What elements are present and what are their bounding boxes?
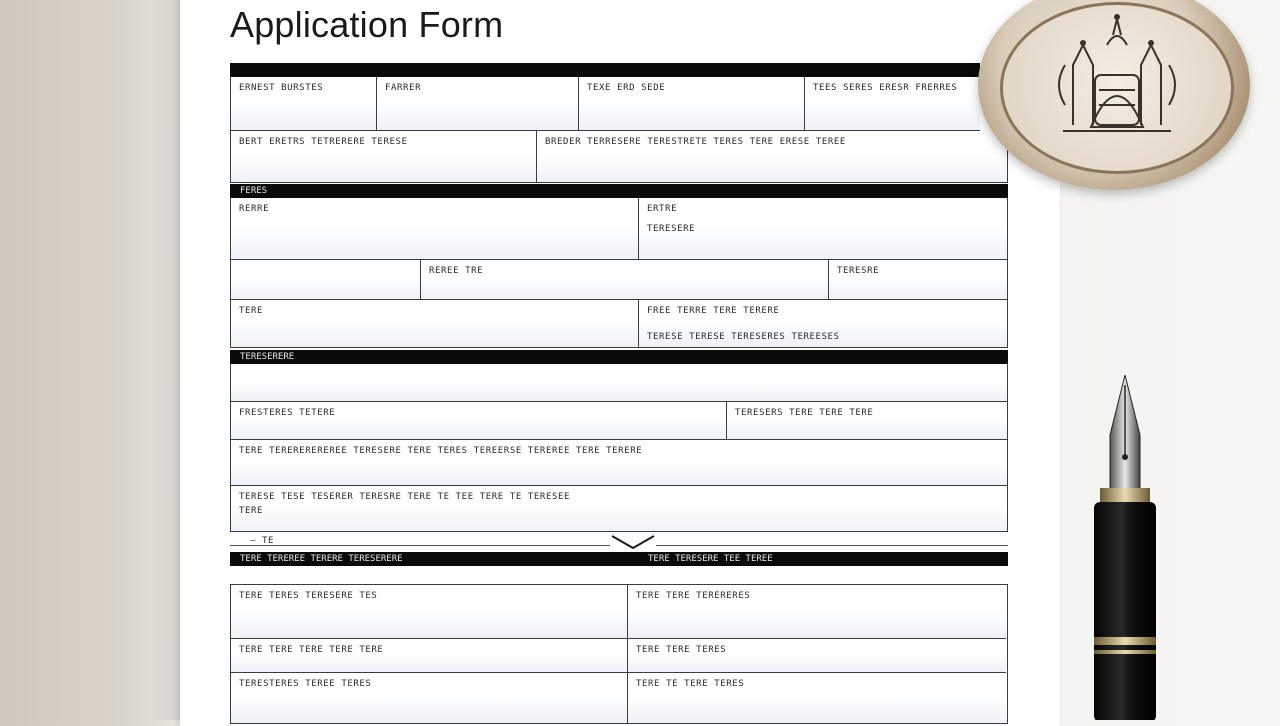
section-header-bar [230,552,1008,566]
field-label: FARRER [385,83,422,93]
paper-shadow [150,0,180,720]
form-field[interactable] [231,639,627,672]
section2-row [230,440,1008,486]
divider-line [230,545,610,546]
form-field[interactable] [638,198,1008,259]
field-label: BERT ERETRS TETRERERE TERESE [239,137,408,147]
form-title: Application Form [230,4,504,45]
top-field[interactable] [578,77,804,130]
field-label: TEES SERES ERESR FRERRES [813,83,958,93]
section-header-bar: TERESERERE [230,350,1008,364]
form-field[interactable] [231,585,627,638]
seal-emblem [1003,5,1231,171]
field-sublabel: TERESERE [647,224,696,234]
field-label: TERE TEREREREREREE TERESERE TERE TERES TEREERSE TEREREE TERE TERERE [239,446,643,456]
form-field[interactable] [230,198,638,259]
divider-line [656,545,1008,546]
fountain-pen-icon [1080,375,1170,720]
field-label: TERESE TESE TESERER TERESRE TERE TE TEE TERE TE TERESEE [239,492,571,502]
section2-row [230,364,1008,402]
form-field[interactable] [638,300,1008,347]
field-label: ERNEST BURSTES [239,83,324,93]
second-fields-row [230,131,1008,183]
field-label: ERTRE [647,204,678,214]
form-field[interactable] [627,639,1006,672]
form-field[interactable] [231,673,627,723]
field-label: TERESERS TERE TERE TERE [735,408,874,418]
seal-face [1000,2,1234,174]
second-field[interactable] [536,131,1008,182]
section2-row [230,402,1008,440]
wax-seal-icon [978,0,1250,190]
form-field[interactable] [230,440,1008,485]
section3-table [230,584,1008,724]
top-field[interactable] [230,77,376,130]
field-label: TERESRE [837,266,880,276]
field-label: TEXE ERD SEDE [587,83,666,93]
field-label: FREE TERRE TERE TERERE [647,306,780,316]
section-header-bar: FERES [230,184,1008,198]
field-label: TERE TERE TERERERES [636,591,751,601]
section2-row [230,486,1008,532]
top-field[interactable] [804,77,980,130]
form-field[interactable] [828,260,1008,299]
form-field[interactable] [420,260,828,299]
section3-row [231,639,1006,673]
form-field[interactable] [230,300,638,347]
section3-row [231,585,1006,639]
field-label: TERE TERES TERESERE TES [239,591,378,601]
field-sublabel: TERESE TERESE TERESERES TEREESES [647,332,840,342]
field-label: TERE TE TERE TERES [636,679,745,689]
chevron-down-icon [610,534,656,550]
field-sublabel: TERE [239,506,264,516]
field-label: TERE TERE TERES [636,645,727,655]
field-label: REREE TRE [429,266,484,276]
form-field[interactable] [627,585,1006,638]
field-label: TERESTERES TEREE TERES [239,679,372,689]
section-header-label: TERE TERESERE TEE TEREE [648,554,773,564]
top-fields-row [230,77,980,131]
divider-note: — TE [250,536,275,546]
field-label: TERE TERE TERE TERE TERE [239,645,384,655]
form-field[interactable] [726,402,1008,439]
section1-row [230,260,1008,300]
form-field[interactable] [230,260,420,299]
application-form-sheet [180,0,1060,726]
form-field[interactable] [230,486,1008,531]
section1-row [230,300,1008,348]
section1-row [230,198,1008,260]
second-field[interactable] [230,131,536,182]
form-field[interactable] [230,364,1008,401]
field-label: TERE [239,306,264,316]
form-field[interactable] [230,402,726,439]
form-header-bar [230,63,980,77]
field-label: FRESTERES TETERE [239,408,336,418]
form-field[interactable] [627,673,1006,723]
top-field[interactable] [376,77,578,130]
field-label: BREDER TERRESERE TERESTRETE TERES TERE ERESE TEREE [545,137,846,147]
field-label: RERRE [239,204,270,214]
section-header-label: TERE TEREREE TERERE TERESERERE [240,554,403,564]
section3-row [231,673,1006,723]
